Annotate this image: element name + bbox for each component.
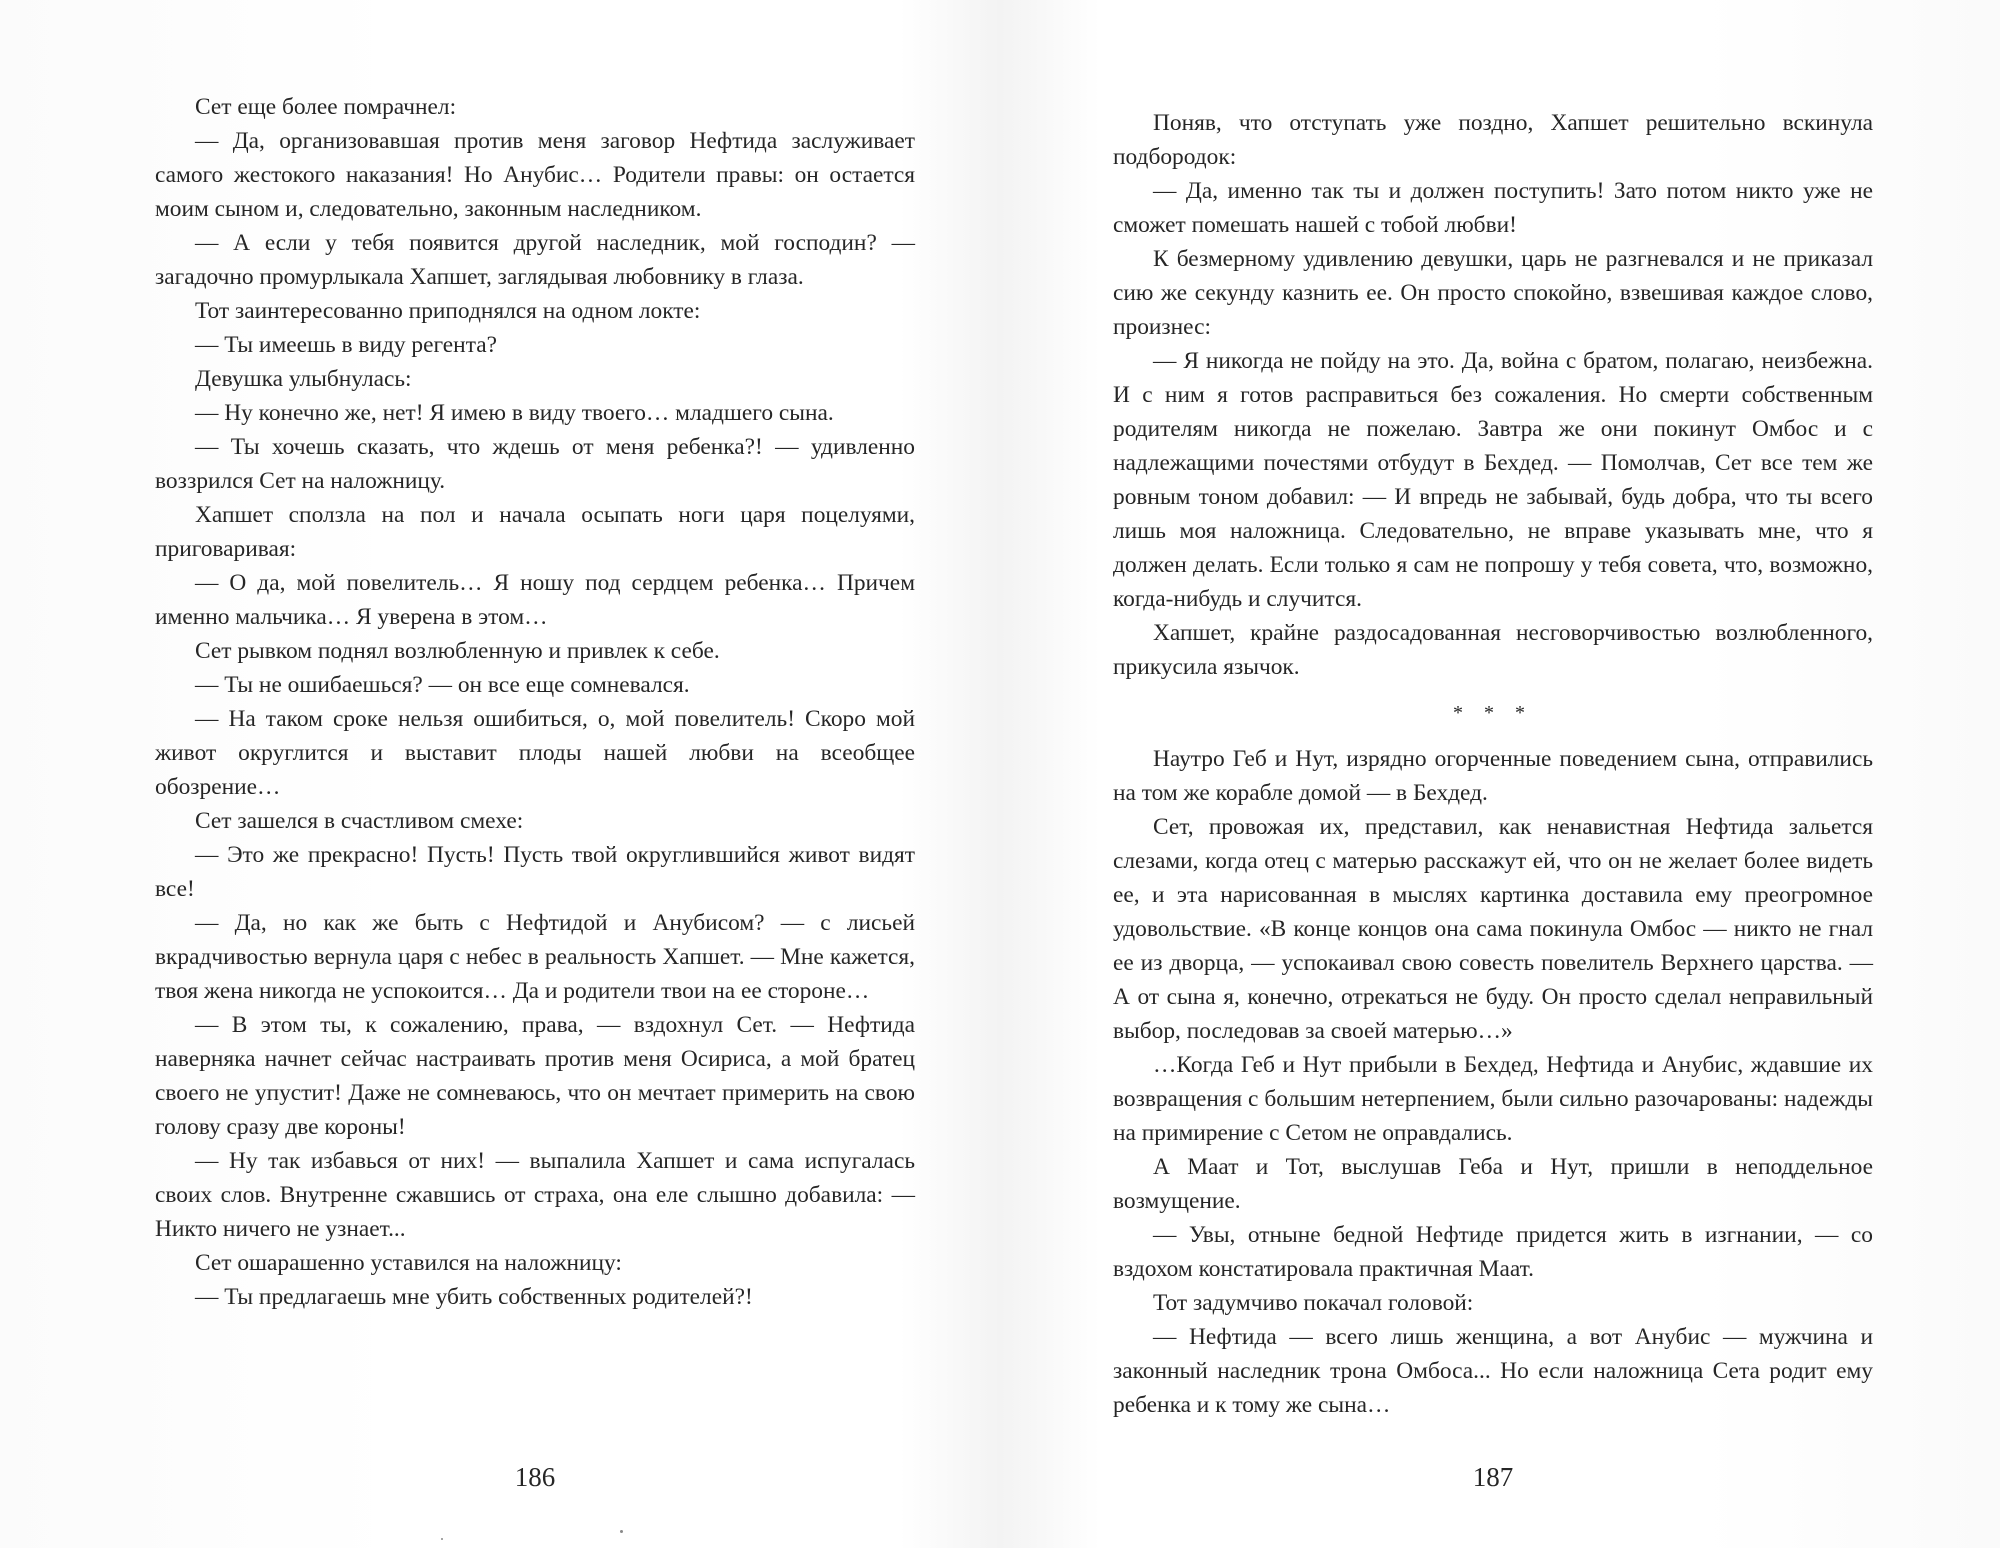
paragraph: Хапшет, крайне раздосадованная несговорчивостью возлюбленного, прикусила язычок.	[1113, 620, 1873, 680]
paragraph: — Ты предлагаешь мне убить собственных родителей?!	[195, 1284, 753, 1310]
paragraph: Наутро Геб и Нут, изрядно огорченные поведением сына, отправились на том же корабле домой — в Бехдед.	[1113, 746, 1873, 806]
paragraph: — Да, именно так ты и должен поступить! Зато потом никто уже не сможет помешать нашей с тобой любви!	[1113, 178, 1873, 238]
left-page-text	[155, 90, 915, 1314]
paragraph: — Ты имеешь в виду регента?	[195, 332, 497, 358]
paragraph: Девушка улыбнулась:	[195, 366, 412, 392]
paragraph: Тот заинтересованно приподнялся на одном локте:	[195, 298, 701, 324]
paragraph: — В этом ты, к сожалению, права, — вздохнул Сет. — Нефтида наверняка начнет сейчас настраивать против меня Осириса, а мой братец своего не упустит! Даже не сомневаюсь, что он мечтает примерить на свою голову сразу две короны!	[155, 1012, 915, 1140]
paragraph: А Маат и Тот, выслушав Геба и Нут, пришли в неподдельное возмущение.	[1113, 1154, 1873, 1214]
paragraph: Сет зашелся в счастливом смехе:	[195, 808, 524, 834]
paragraph: — Я никогда не пойду на это. Да, война с братом, полагаю, неизбежна. И с ним я готов расправиться без сожаления. Но смерти собственным родителям никогда не пожелаю. Завтра же они покинут Омбос и с надлежащими почестями отбудут в Бехдед. — Помолчав, Сет все тем же ровным тоном добавил: — И впредь не забывай, будь добра, что ты всего лишь моя наложница. Следовательно, не вправе указывать мне, что я должен делать. Если только я сам не попрошу у тебя совета, что, возможно, когда-нибудь и случится.	[1113, 348, 1873, 612]
paragraph: — Ну так избавься от них! — выпалила Хапшет и сама испугалась своих слов. Внутренне сжавшись от страха, она еле слышно добавила: — Никто ничего не узнает...	[155, 1148, 915, 1242]
paragraph: Сет ошарашенно уставился на наложницу:	[195, 1250, 622, 1276]
paragraph: — Да, организовавшая против меня заговор Нефтида заслуживает самого жестокого наказания! Но Анубис… Родители правы: он остается моим сыном и, следовательно, законным наследником.	[155, 128, 915, 222]
page-number: 186	[514, 1462, 556, 1492]
paragraph: Поняв, что отступать уже поздно, Хапшет решительно вскинула подбородок:	[1113, 110, 1873, 170]
paragraph: — О да, мой повелитель… Я ношу под сердцем ребенка… Причем именно мальчика… Я уверена в этом…	[155, 570, 915, 630]
paragraph: — Ты хочешь сказать, что ждешь от меня ребенка?! — удивленно воззрился Сет на наложницу.	[155, 434, 915, 494]
paragraph: — На таком сроке нельзя ошибиться, о, мой повелитель! Скоро мой живот округлится и выставит плоды нашей любви на всеобщее обозрение…	[155, 706, 915, 800]
paragraph: — Это же прекрасно! Пусть! Пусть твой округлившийся живот видят все!	[155, 842, 915, 902]
paragraph: Сет, провожая их, представил, как ненавистная Нефтида зальется слезами, когда отец с матерью расскажут ей, что он не желает более видеть ее, и эта нарисованная в мыслях картинка доставила ему преогромное удовольствие. «В конце концов она сама покинула Омбос — никто не гнал ее из дворца, — успокаивал свою совесть повелитель Верхнего царства. — А от сына я, конечно, отрекаться не буду. Он просто сделал неправильный выбор, последовав за своей матерью…»	[1113, 814, 1873, 1044]
paragraph: …Когда Геб и Нут прибыли в Бехдед, Нефтида и Анубис, ждавшие их возвращения с большим нетерпением, были сильно разочарованы: надежды на примирение с Сетом не оправдались.	[1113, 1052, 1873, 1146]
paper-speck	[620, 1530, 623, 1533]
paper-speck	[441, 1538, 443, 1540]
page-number: 187	[1472, 1462, 1514, 1492]
right-page-text	[1113, 106, 1873, 1422]
paragraph: — Ты не ошибаешься? — он все еще сомневался.	[195, 672, 690, 698]
paragraph: Тот задумчиво покачал головой:	[1153, 1290, 1474, 1316]
section-separator: * * *	[1453, 702, 1533, 724]
paragraph: Хапшет сползла на пол и начала осыпать ноги царя поцелуями, приговаривая:	[155, 502, 915, 562]
paragraph: — Ну конечно же, нет! Я имею в виду твоего… младшего сына.	[195, 400, 834, 426]
paragraph: Сет рывком поднял возлюбленную и привлек к себе.	[195, 638, 720, 664]
paragraph: — Увы, отныне бедной Нефтиде придется жить в изгнании, — со вздохом констатировала практичная Маат.	[1113, 1222, 1873, 1282]
paragraph: — Да, но как же быть с Нефтидой и Анубисом? — с лисьей вкрадчивостью вернула царя с небес в реальность Хапшет. — Мне кажется, твоя жена никогда не успокоится… Да и родители твои на ее стороне…	[155, 910, 915, 1004]
paragraph: Сет еще более помрачнел:	[195, 94, 457, 120]
paragraph: К безмерному удивлению девушки, царь не разгневался и не приказал сию же секунду казнить ее. Он просто спокойно, взвешивая каждое слово, произнес:	[1113, 246, 1873, 340]
paragraph: — А если у тебя появится другой наследник, мой господин? — загадочно промурлыкала Хапшет, заглядывая любовнику в глаза.	[155, 230, 915, 290]
paragraph: — Нефтида — всего лишь женщина, а вот Анубис — мужчина и законный наследник трона Омбоса... Но если наложница Сета родит ему ребенка и к тому же сына…	[1113, 1324, 1873, 1418]
